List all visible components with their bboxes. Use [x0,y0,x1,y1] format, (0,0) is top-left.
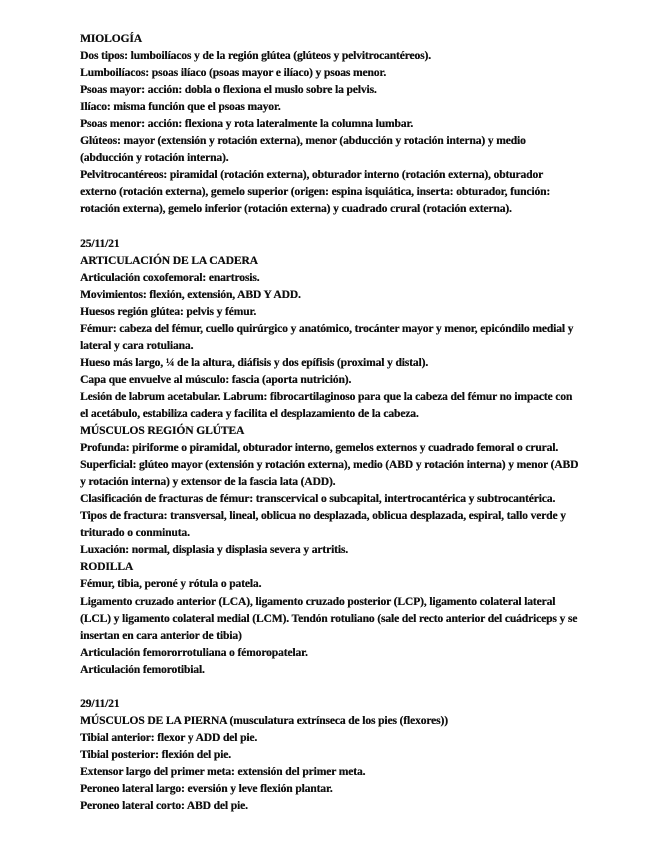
section-miologia [80,30,580,218]
section-heading: MÚSCULOS REGIÓN GLÚTEA [80,424,245,438]
paragraph-line: Psoas mayor: acción: dobla o flexiona el muslo sobre la pelvis. [80,83,377,97]
paragraph-line: Ligamento cruzado anterior (LCA), ligamento cruzado posterior (LCP), ligamento colateral lateral (LCL) y ligamento colateral medial (LCM). Tendón rotuliano (sale del recto anterior del cuádriceps y se insertan en cara anterior de tibia) [80,594,580,642]
paragraph-line: Superficial: glúteo mayor (extensión y rotación externa), medio (ABD y rotación interna) y menor (ABD y rotación interna) y extensor de la fascia lata (ADD). [80,458,581,489]
paragraph-line: Movimientos: flexión, extensión, ABD Y ADD. [80,287,301,301]
document-page [80,30,580,814]
section-heading: ARTICULACIÓN DE LA CADERA [80,253,258,267]
paragraph-line: Articulación femororrotuliana o fémoropatelar. [80,645,308,659]
section-heading: MÚSCULOS DE LA PIERNA (musculatura extrínseca de los pies (flexores)) [80,713,448,727]
paragraph-line: Peroneo lateral corto: ABD del pie. [80,799,248,813]
paragraph-line: Huesos región glútea: pelvis y fémur. [80,304,257,318]
paragraph-line: Tipos de fractura: transversal, lineal, oblicua no desplazada, oblicua desplazada, espiral, tallo verde y triturado o conminuta. [80,509,569,540]
paragraph-line: Glúteos: mayor (extensión y rotación externa), menor (abducción y rotación interna) y medio (abducción y rotación interna). [80,134,529,165]
section-pierna [80,695,580,814]
paragraph-line: Articulación coxofemoral: enartrosis. [80,270,260,284]
section-cadera [80,235,580,678]
paragraph-line: Fémur: cabeza del fémur, cuello quirúrgico y anatómico, trocánter mayor y menor, epicóndilo medial y lateral y cara rotuliana. [80,321,576,352]
paragraph-line: Profunda: piriforme o piramidal, obturador interno, gemelos externos y cuadrado femoral o crural. [80,441,559,455]
paragraph-line: Fémur, tibia, peroné y rótula o patela. [80,577,262,591]
date-line: 29/11/21 [80,696,120,710]
paragraph-line: Hueso más largo, ¼ de la altura, diáfisis y dos epífisis (proximal y distal). [80,355,428,369]
paragraph-line: Psoas menor: acción: flexiona y rota lateralmente la columna lumbar. [80,117,414,131]
section-heading: RODILLA [80,560,134,574]
paragraph-line: Lumboilíacos: psoas ilíaco (psoas mayor e ilíaco) y psoas menor. [80,66,387,80]
paragraph-line: Clasificación de fracturas de fémur: transcervical o subcapital, intertrocantérica y subtrocantérica. [80,492,556,506]
paragraph-line: Articulación femorotibial. [80,662,205,676]
paragraph-line: Tibial anterior: flexor y ADD del pie. [80,730,258,744]
paragraph-line: Capa que envuelve al músculo: fascia (aporta nutrición). [80,372,352,386]
paragraph-line: Extensor largo del primer meta: extensión del primer meta. [80,764,366,778]
paragraph-line: Dos tipos: lumboilíacos y de la región glútea (glúteos y pelvitrocantéreos). [80,49,431,63]
paragraph-line: Peroneo lateral largo: eversión y leve flexión plantar. [80,781,333,795]
paragraph-line: Tibial posterior: flexión del pie. [80,747,231,761]
paragraph-line: Ilíaco: misma función que el psoas mayor. [80,100,281,114]
paragraph-line: Pelvitrocantéreos: piramidal (rotación externa), obturador interno (rotación externa), obturador externo (rotación externa), gemelo superior (origen: espina isquiática, inserta: obturador, función: rotación externa), gemelo inferior (rotación externa) y cuadrado crural (rotación externa). [80,168,553,216]
section-heading: MIOLOGÍA [80,32,142,45]
date-line: 25/11/21 [80,236,120,250]
paragraph-line: Luxación: normal, displasia y displasia severa y artritis. [80,543,348,557]
paragraph-line: Lesión de labrum acetabular. Labrum: fibrocartilaginoso para que la cabeza del fémur no impacte con el acetábulo, estabiliza cadera y facilita el desplazamiento de la cabeza. [80,389,575,420]
